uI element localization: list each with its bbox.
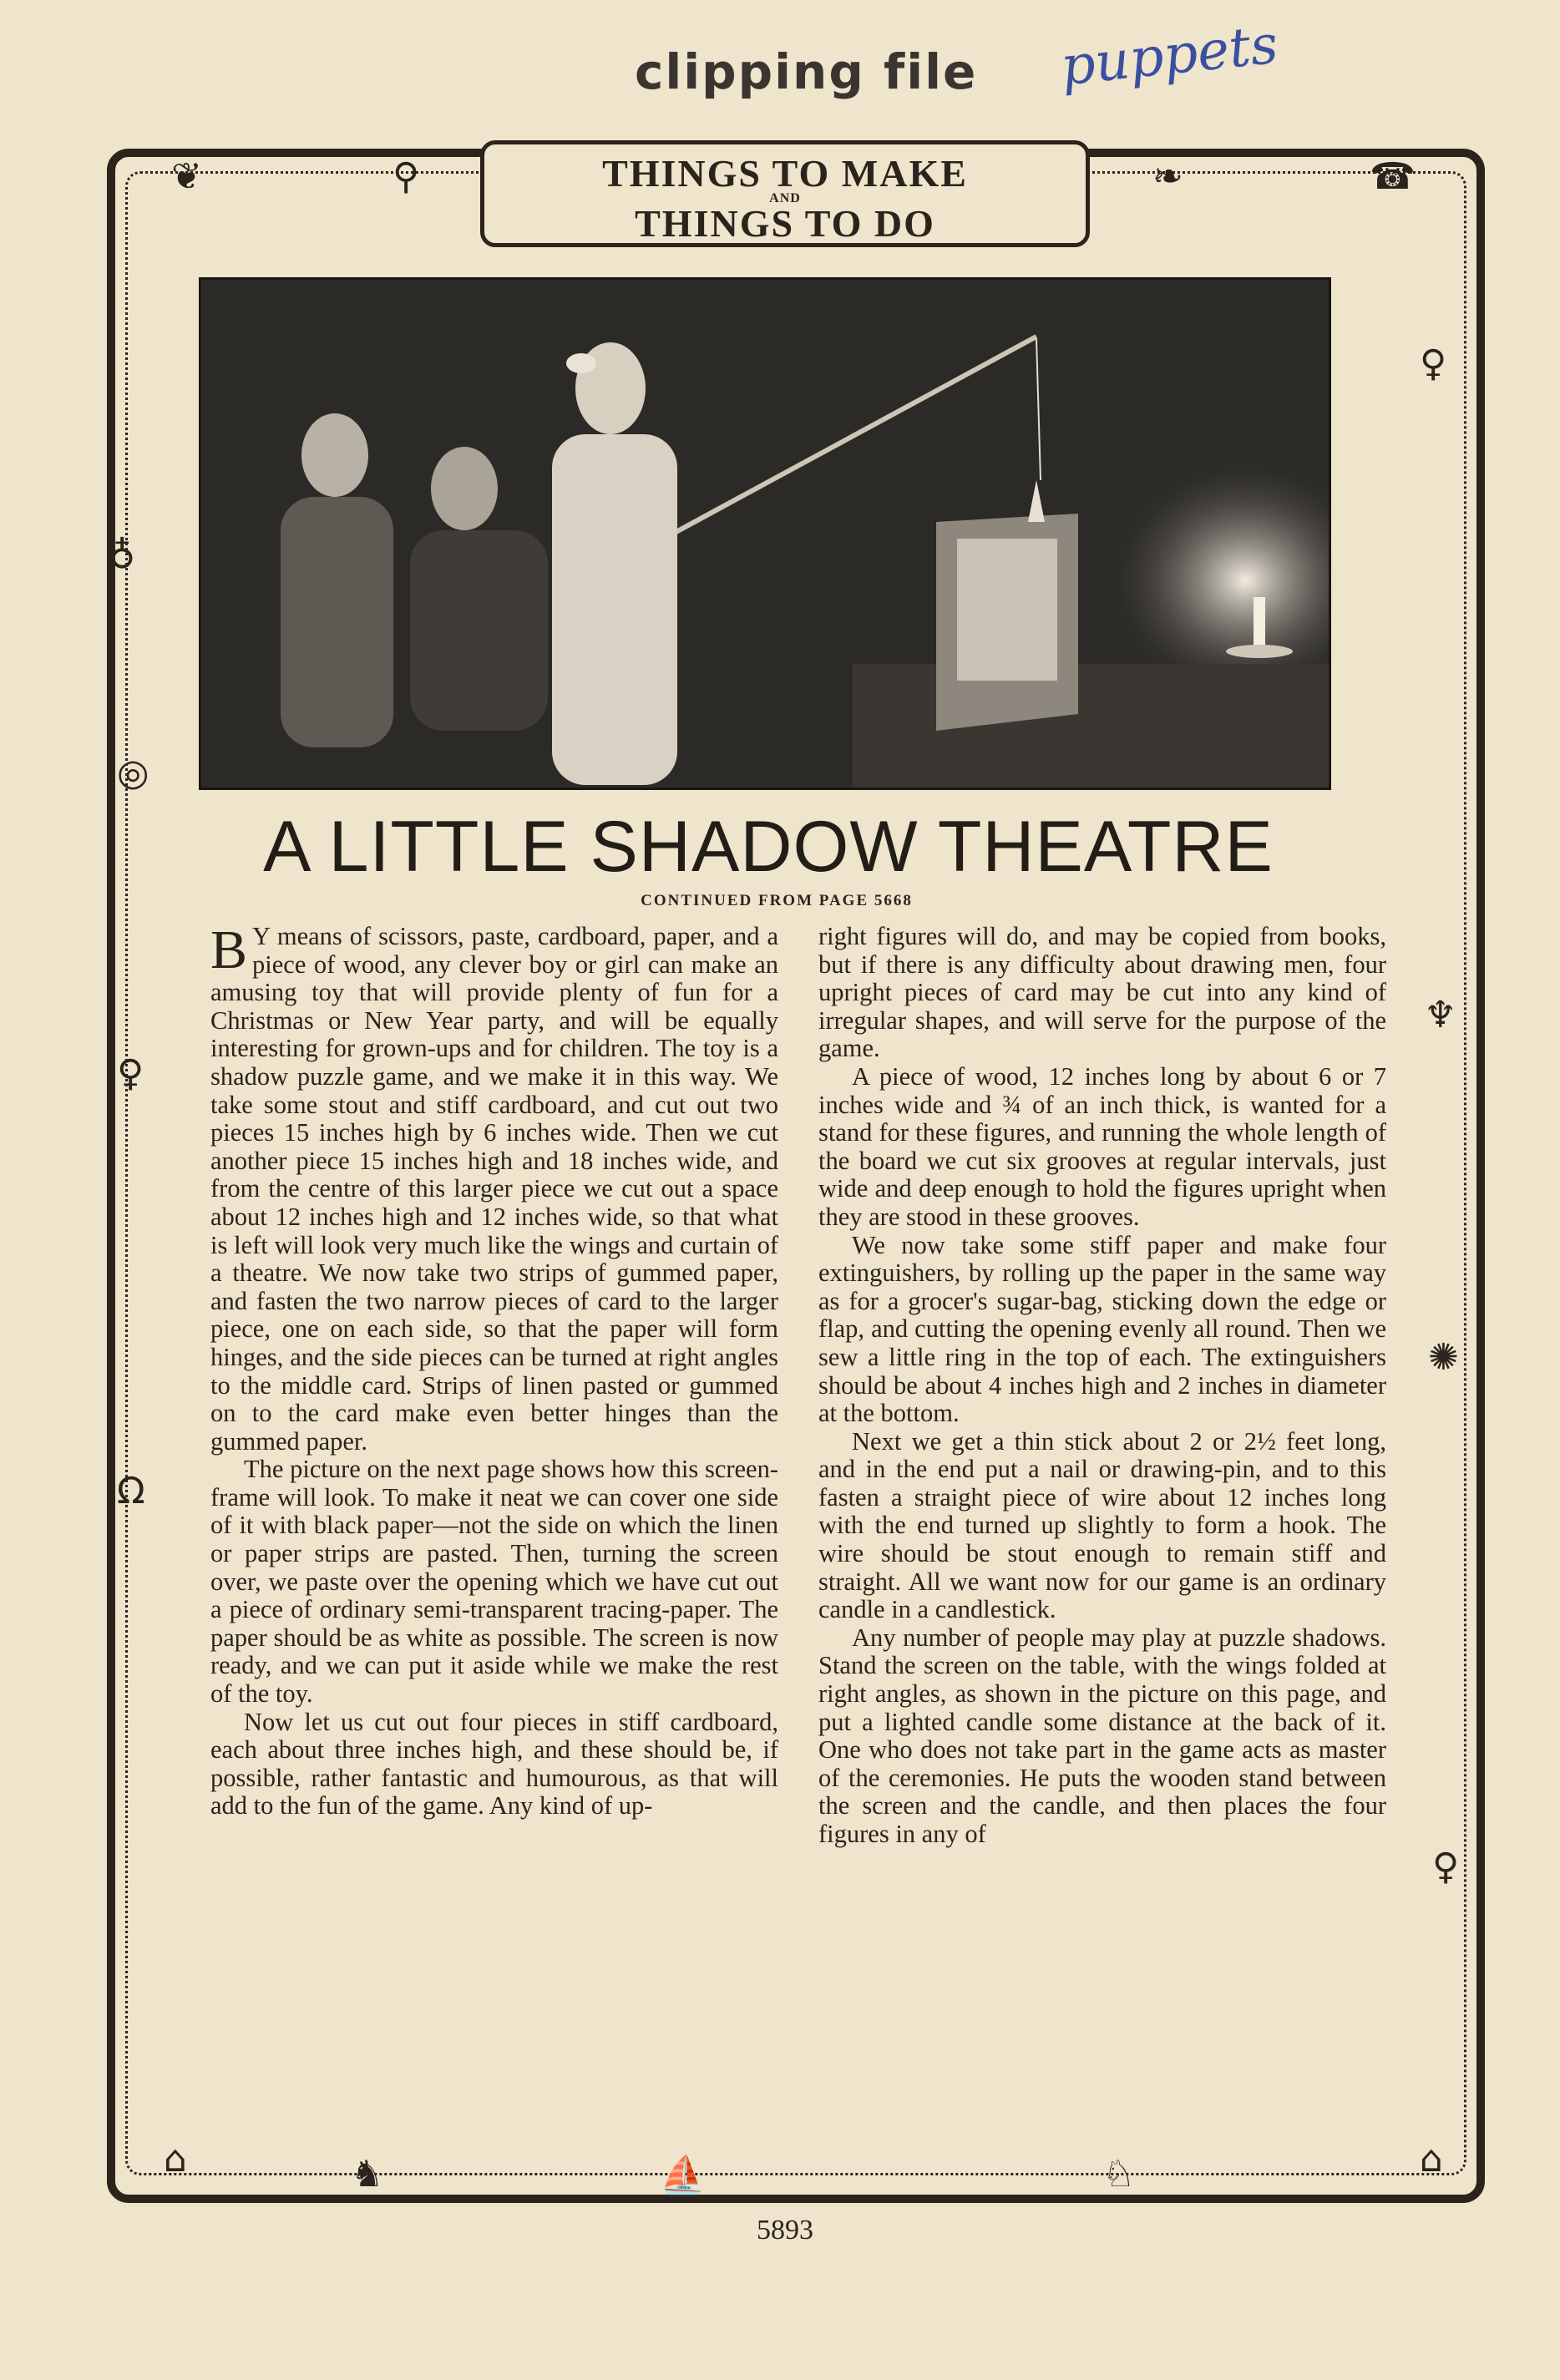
section-banner bbox=[480, 140, 1090, 247]
continued-from-note: CONTINUED FROM PAGE 5668 bbox=[641, 892, 913, 909]
banner-line-and: AND bbox=[769, 191, 801, 205]
doll-ornament-icon: ♀ bbox=[1432, 1846, 1460, 1888]
ball-ornament-icon: ✺ bbox=[1428, 1336, 1459, 1379]
telephone-ornament-icon: ☎ bbox=[1370, 155, 1416, 198]
article-column-1 bbox=[210, 919, 778, 1820]
article-title: A LITTLE SHADOW THEATRE bbox=[263, 807, 1274, 887]
paragraph-text: Y means of scissors, paste, cardboard, paper, and a piece of wood, any clever boy or girl can make an amusing toy that will provide plenty of fun for a Christmas or New Year party, and will be equally interesting for grown-ups and for children. The toy is a shadow puzzle game, and we make it in this way. We take some stout and stiff cardboard, and cut out two pieces 15 inches high by 6 inches wide. Then we cut another piece 15 inches high and 18 inches wide, and from the centre of this larger piece we cut out a space about 12 inches high and 12 inches wide, so that what is left will look very much like the wings and curtain of a theatre. We now take two strips of gummed paper, and fasten the two narrow pieces of card to the larger piece, one on each side, so that the paper will form hinges, and the side pieces can be turned at right angles to the middle card. Strips of linen pasted or gummed on to the card make even better hinges than the gummed paper. bbox=[210, 922, 778, 1456]
paragraph: A piece of wood, 12 inches long by about 6 or 7 inches wide and ¾ of an inch thick, is wanted for a stand for these figures, and running the whole length of the board we cut six grooves at regular intervals, just wide and deep enough to hold the figures upright when they are stood in these grooves. bbox=[818, 1061, 1386, 1231]
elephant-ornament-icon: ♘ bbox=[1102, 2153, 1136, 2195]
paragraph: Next we get a thin stick about 2 or 2½ feet long, and in the end put a nail or drawing-pin, and to this fasten a straight piece of wire about 12 inches long with the end turned up slightly to form a hook. The wire should be stout enough to remain stiff and straight. All we want now for our game is an ordinary candle in a candlestick. bbox=[818, 1426, 1386, 1624]
drop-cap: B bbox=[210, 919, 248, 980]
spinning-top-ornament-icon: ♁ bbox=[109, 534, 136, 577]
doll-ornament-icon: ♀ bbox=[1420, 342, 1447, 385]
paragraph: The picture on the next page shows how this screen-frame will look. To make it neat we can cover one side of it with black paper—not the side on which the linen or paper strips are pasted. Then, turning the screen over, we paste over the opening which we have cut out a piece of ordinary semi-transparent tracing-paper. The paper should be as white as possible. The screen is now ready, and we can put it aside while we make the rest of the toy. bbox=[210, 1455, 778, 1709]
paragraph: Any number of people may play at puzzle shadows. Stand the screen on the table, with the wings folded at right angles, as shown in the picture on this page, and put a lighted candle some distance at the back of it. One who does not take part in the game acts as master of the ceremonies. He puts the wooden stand between the screen and the candle, and then places the four figures in any of bbox=[818, 1623, 1386, 1848]
fish-ornament-icon: ♆ bbox=[1424, 994, 1457, 1036]
swirl-ornament-icon: ❧ bbox=[1152, 155, 1183, 198]
tennis-racket-ornament-icon: ⚲ bbox=[393, 155, 420, 198]
house-ornament-icon: ⌂ bbox=[1420, 2138, 1443, 2180]
banner-line-1: THINGS TO MAKE bbox=[602, 152, 968, 195]
paragraph bbox=[210, 919, 778, 1456]
children-playing-illustration bbox=[201, 280, 1329, 787]
shadow-theatre-illustration bbox=[199, 277, 1331, 790]
paragraph: right figures will do, and may be copied from books, but if there is any difficulty about drawing men, four upright pieces of card may be cut into any kind of irregular shapes, and will serve for the purpose of the game. bbox=[818, 922, 1386, 1063]
target-ornament-icon: ◎ bbox=[117, 752, 149, 794]
paragraph: We now take some stiff paper and make four extinguishers, by rolling up the paper in the same way as for a grocer's sugar-bag, sticking down the edge or flap, and cutting the opening evenly all round. Then we sew a little ring in the top of each. The extinguishers should be about 4 inches high and 2 inches in diameter at the bottom. bbox=[818, 1230, 1386, 1428]
noahs-ark-ornament-icon: ⛵ bbox=[660, 2154, 706, 2196]
house-ornament-icon: ⌂ bbox=[164, 2138, 187, 2180]
paragraph: Now let us cut out four pieces in stiff cardboard, each about three inches high, and these should be, if possible, rather fantastic and humourous, as that will add to the fun of the game. Any kind of up- bbox=[210, 1707, 778, 1820]
horseshoe-ornament-icon: Ω bbox=[117, 1470, 145, 1512]
article-column-2 bbox=[818, 923, 1386, 1849]
banner-line-2: THINGS TO DO bbox=[635, 202, 935, 245]
pig-ornament-icon: ♞ bbox=[351, 2153, 384, 2195]
swirl-ornament-icon: ❦ bbox=[171, 155, 202, 198]
doll-ornament-icon: ♀ bbox=[117, 1052, 144, 1095]
handwritten-note: puppets bbox=[1057, 13, 1281, 99]
page-number: 5893 bbox=[757, 2215, 813, 2246]
clipping-file-stamp: clipping file bbox=[635, 43, 978, 100]
